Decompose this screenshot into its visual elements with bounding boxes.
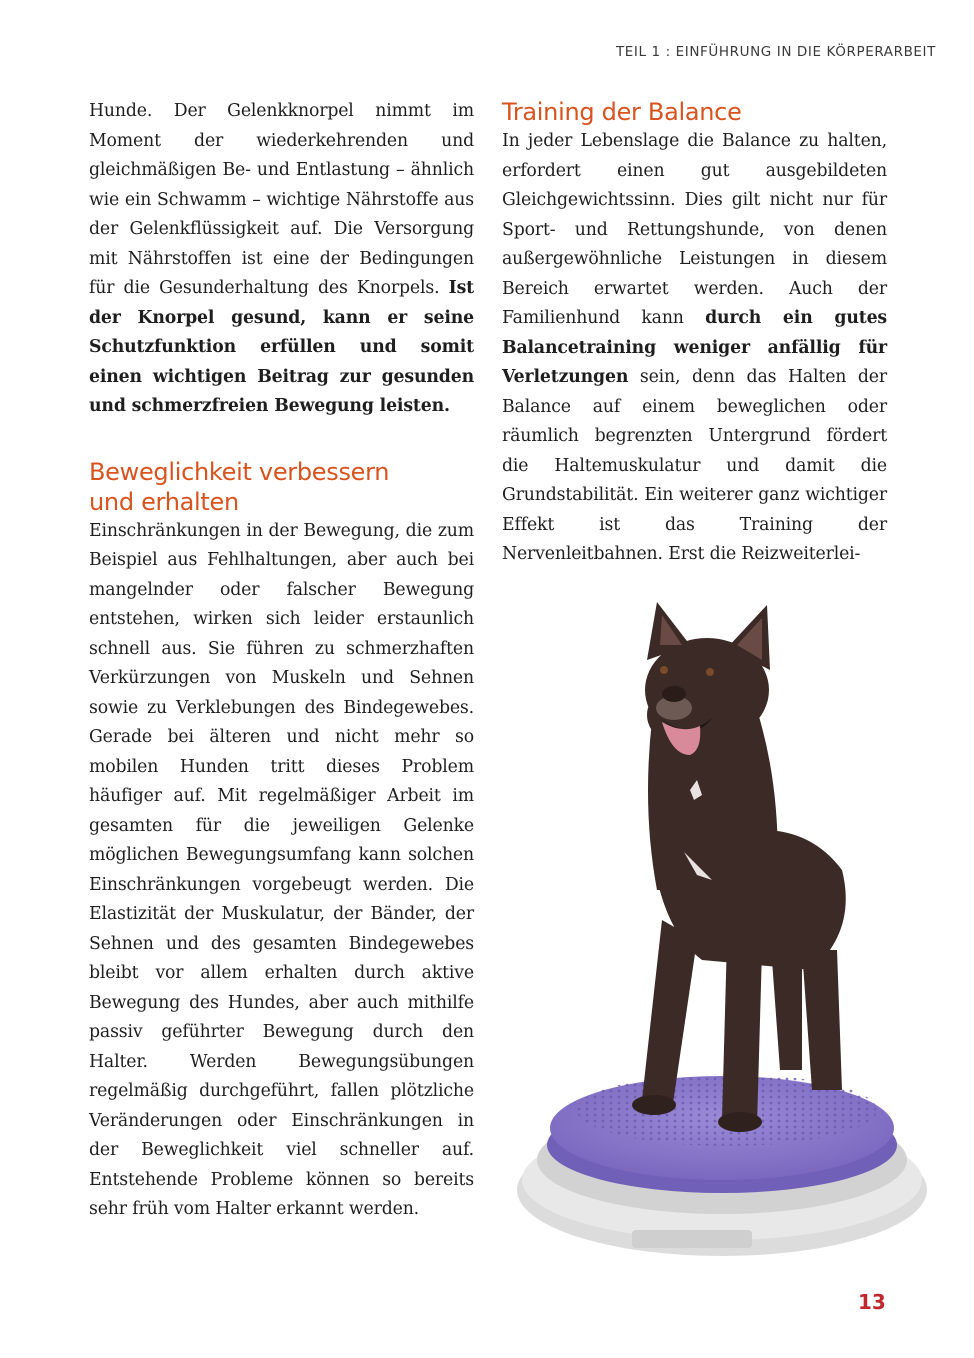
- intro-bold-text: Ist der Knorpel gesund, kann er seine Schutzfunktion erfüllen und somit einen wichtigen Beitrag zur gesunden und schmerzfreien Bewegung leisten.: [89, 278, 474, 416]
- balance-text-1: In jeder Lebenslage die Balance zu halten, erfordert einen gut ausgebildeten Gleichgewichtssinn. Dies gilt nicht nur für Sport- und Rettungshunde, von denen außergewöhnliche Leistungen in diesem Bereich erwartet werden. Auch der Familienhund kann: [502, 131, 887, 328]
- section-heading-beweglichkeit: [89, 457, 474, 517]
- section-heading-balance: Training der Balance: [502, 98, 742, 126]
- dog-balance-photo: [512, 590, 932, 1270]
- balance-bold-text: durch ein gutes Balancetraining weniger anfällig für Verletzungen: [502, 308, 887, 387]
- intro-text: Hunde. Der Gelenkknorpel nimmt im Moment der wiederkehrenden und gleichmäßigen Be- und Entlastung – ähnlich wie ein Schwamm – wichtige Nährstoffe aus der Gelenkflüssigkeit auf. Die Versorgung mit Nährstoffen ist eine der Bedingungen für die Gesunderhaltung des Knorpels.: [89, 101, 474, 298]
- dog-on-balance-cushion-illustration: [512, 590, 932, 1270]
- running-head: TEIL 1 : EINFÜHRUNG IN DIE KÖRPERARBEIT: [615, 44, 936, 60]
- balance-paragraph: [502, 127, 887, 570]
- page-number: 13: [858, 1290, 886, 1314]
- balance-text-2: sein, denn das Halten der Balance auf einem beweglichen oder räumlich begrenzten Untergrund fördert die Haltemuskulatur und damit die Grundstabilität. Ein weiterer ganz wichtiger Effekt ist das Training der Nervenleitbahnen. Erst die Reizweiterlei-: [502, 367, 887, 564]
- heading-line-2: und erhalten: [89, 487, 239, 516]
- right-column: [502, 97, 887, 570]
- heading-line-1: Beweglichkeit verbessern: [89, 457, 390, 486]
- intro-paragraph: [89, 97, 474, 422]
- beweglichkeit-paragraph: Einschränkungen in der Bewegung, die zum Beispiel aus Fehlhaltungen, aber auch bei mangelnder oder falscher Bewegung entstehen, wirken sich leider erstaunlich schnell aus. Sie führen zu schmerzhaften Verkürzungen von Muskeln und Sehnen sowie zu Verklebungen des Bindegewebes. Gerade bei älteren und nicht mehr so mobilen Hunden tritt dieses Problem häufiger auf. Mit regelmäßiger Arbeit im gesamten für die jeweiligen Gelenke möglichen Bewegungsumfang kann solchen Einschränkungen vorgebeugt werden. Die Elastizität der Muskulatur, der Bänder, der Sehnen und des gesamten Bindegewebes bleibt vor allem erhalten durch aktive Bewegung des Hundes, aber auch mithilfe passiv geführter Bewegung durch den Halter. Werden Bewegungsübungen regelmäßig durchgeführt, fallen plötzliche Veränderungen oder Einschränkungen in der Beweglichkeit viel schneller auf. Entstehende Probleme können so bereits sehr früh vom Halter erkannt werden.: [89, 520, 474, 1219]
- left-column: [89, 97, 474, 1225]
